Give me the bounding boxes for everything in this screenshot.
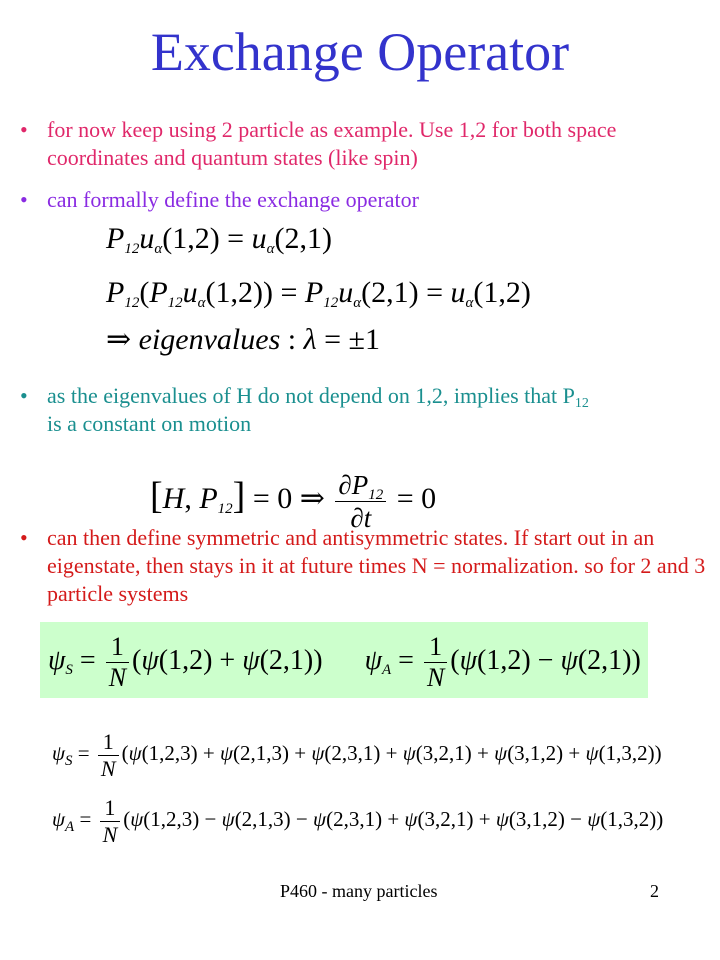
bullet-4-text: can then define symmetric and antisymmetric states. If start out in an eigenstate, then stays in it at future times N = normalization. so for 2 and 3 particle systems bbox=[47, 525, 706, 606]
bullet-marker: • bbox=[20, 187, 28, 212]
equation-6: $\psi_S$ = $\frac{1}{N}$ (ψ(1,2,3) + ψ(2,1,3) + ψ(2,3,1) + ψ(3,2,1) + ψ(3,1,2) + ψ(1,3,2)) bbox=[52, 728, 662, 781]
equation-7: $\psi_A$ = $\frac{1}{N}$ (ψ(1,2,3) − ψ(2,1,3) − ψ(2,3,1) + ψ(3,2,1) + ψ(3,1,2) − ψ(1,3,2)) bbox=[52, 794, 664, 847]
bullet-marker: • bbox=[20, 525, 28, 550]
equation-2: $P_{12}(P_{12}u_\alpha(1,2)) = P_{12}u_\alpha(2,1) = u_\alpha(1,2)$ bbox=[106, 276, 531, 311]
bullet-1 bbox=[20, 116, 710, 176]
bullet-3-subscript: 12 bbox=[574, 396, 589, 411]
bullet-2-text: can formally define the exchange operator bbox=[47, 187, 419, 212]
equation-3: ⇒ eigenvalues : λ = ±1 bbox=[106, 323, 380, 356]
bullet-3-text-wrap bbox=[47, 382, 712, 438]
equation-4: [H, $P_{12}] = 0$ ⇒ $\frac{\partial P_{12}}{\partial t}$ = 0 bbox=[150, 469, 437, 533]
bullet-3-tail: is a constant on motion bbox=[47, 411, 252, 436]
bullet-1-text: for now keep using 2 particle as example. Use 1,2 for both space coordinates and quantum states (like spin) bbox=[47, 117, 617, 170]
equation-5: $\psi_S$ = $\frac{1}{N}$ (ψ(1,2) + ψ(2,1)) $\psi_A$ = $\frac{1}{N}$ (ψ(1,2) − ψ(2,1)) bbox=[48, 632, 641, 693]
bullet-marker: • bbox=[20, 383, 28, 408]
equation-1: $P_{12}u_\alpha(1,2) = u_\alpha(2,1)$ bbox=[106, 222, 332, 257]
bullet-3 bbox=[20, 382, 710, 442]
bullet-4 bbox=[20, 524, 710, 614]
slide-title: Exchange Operator bbox=[150, 22, 570, 82]
footer-label: P460 - many particles bbox=[280, 881, 438, 901]
bullet-marker: • bbox=[20, 117, 28, 142]
bullet-3-text: as the eigenvalues of H do not depend on 1,2, implies that P bbox=[47, 383, 575, 408]
page-number: 2 bbox=[650, 881, 659, 901]
bullet-2 bbox=[20, 186, 710, 216]
